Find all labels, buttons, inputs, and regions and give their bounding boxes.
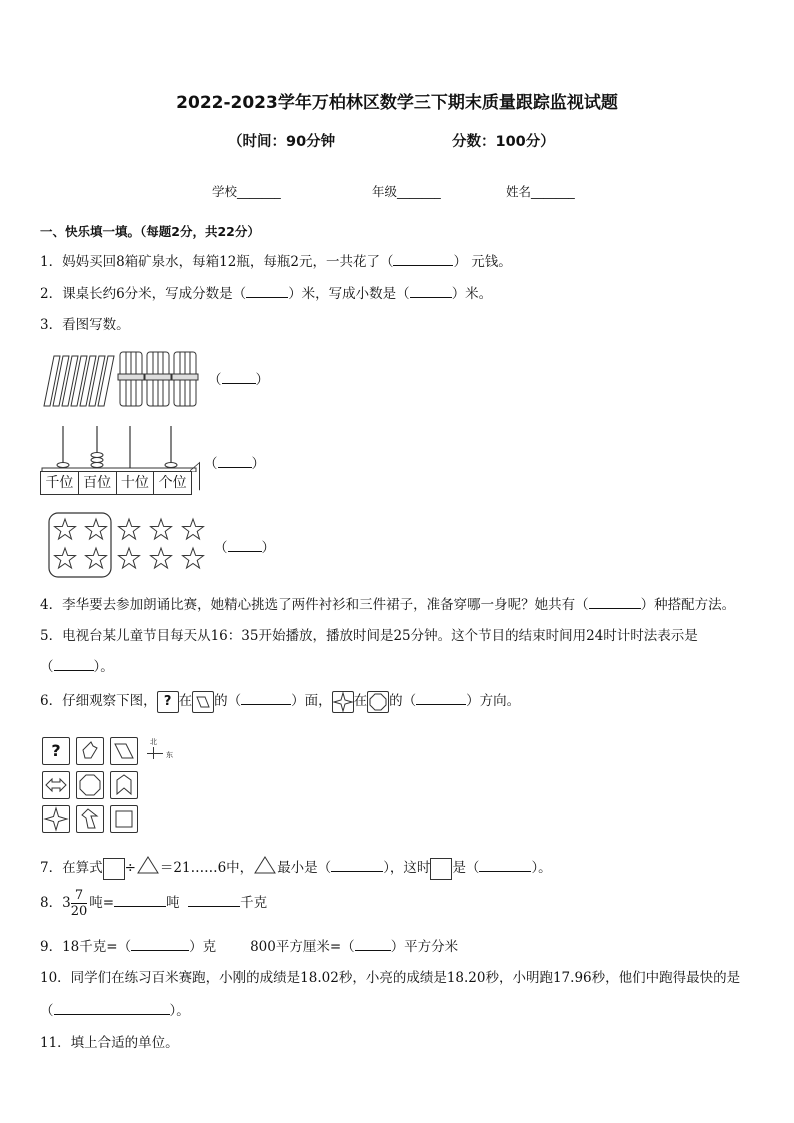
q6-a: 6．仔细观察下图， <box>40 693 157 709</box>
score-label: 分数：100分） <box>452 134 555 150</box>
star-icon <box>183 548 204 568</box>
q2-c: ）米。 <box>451 286 493 302</box>
abacus-label-tens: 十位 <box>117 472 155 494</box>
paren-open: （ <box>208 372 222 388</box>
q10-end: ）。 <box>169 1003 190 1019</box>
time-label: （时间：90分钟 <box>228 134 336 150</box>
question-10-line-2 <box>40 999 190 1019</box>
abacus-bead <box>91 458 103 463</box>
q6-blank-1[interactable] <box>241 692 291 705</box>
question-10-line-1: 10．同学们在练习百米赛跑，小刚的成绩是18.02秒，小亮的成绩是18.20秒，小明跑17.96秒，他们中跑得最快的是 <box>40 970 741 986</box>
q8-blank-1[interactable] <box>114 894 166 907</box>
star-icon <box>86 519 107 539</box>
star-icon <box>151 548 172 568</box>
q7-blank-1[interactable] <box>331 859 383 872</box>
triangle-icon <box>136 855 160 882</box>
q6-e: 在 <box>353 693 368 709</box>
q7-g: ）。 <box>531 860 552 876</box>
q6-d: ）面， <box>291 693 332 709</box>
q7-a: 7．在算式 <box>40 860 103 876</box>
paren-open: （ <box>214 540 228 556</box>
stick-bundle <box>145 352 171 406</box>
q9-blank-2[interactable] <box>355 938 391 951</box>
question-5-line-2 <box>40 655 114 675</box>
arrow-shape-icon <box>76 805 104 833</box>
page-title: 2022-2023学年万柏林区数学三下期末质量跟踪监视试题 <box>176 93 618 113</box>
question-6 <box>40 690 520 713</box>
square-box-icon <box>103 858 125 880</box>
abacus-label-hundreds: 百位 <box>79 472 117 494</box>
q9-blank-1[interactable] <box>131 938 189 951</box>
star-icon <box>119 519 140 539</box>
q3-answer-1 <box>208 368 269 388</box>
q9-d: ）平方分米 <box>390 939 459 955</box>
octagon-icon <box>76 771 104 799</box>
q7-blank-2[interactable] <box>479 859 531 872</box>
compass-east: 东 <box>166 751 173 759</box>
q3-blank-1[interactable] <box>222 371 256 384</box>
q9-b: ）克 <box>189 939 217 955</box>
fraction-numerator: 7 <box>71 888 88 904</box>
q7-b: ÷ <box>124 860 136 876</box>
q4-blank[interactable] <box>589 596 641 609</box>
compass-icon <box>144 738 174 764</box>
q8-blank-2[interactable] <box>188 894 240 907</box>
stars-figure <box>46 510 212 580</box>
q9-a: 9．18千克=（ <box>40 939 132 955</box>
q9-c: 800平方厘米=（ <box>250 939 355 955</box>
q4-text: 4．李华要去参加朗诵比赛，她精心挑选了两件衬衫和三件裙子，准备穿哪一身呢？她共有（ <box>40 597 589 613</box>
question-4 <box>40 593 735 613</box>
q7-f: 是（ <box>452 860 480 876</box>
q2-blank-2[interactable] <box>410 285 452 298</box>
house-shape-icon <box>110 771 138 799</box>
q7-c: ＝21……6中， <box>159 860 254 876</box>
star-icon <box>55 548 76 568</box>
abacus-side <box>190 462 200 498</box>
q4-end: ）种搭配方法。 <box>640 597 736 613</box>
star-icon <box>55 519 76 539</box>
question-mark-icon: ? <box>42 737 70 765</box>
square-box-icon <box>430 858 452 880</box>
paren-close: ） <box>255 372 269 388</box>
q8-d: 千克 <box>240 895 268 911</box>
star-icon <box>86 548 107 568</box>
q3-answer-3 <box>214 536 275 556</box>
paren-close: ） <box>261 540 275 556</box>
star-icon <box>119 548 140 568</box>
q8-b: 吨= <box>89 895 115 911</box>
question-9 <box>40 935 458 955</box>
school-field: 学校_______ <box>212 184 281 199</box>
name-field: 姓名_______ <box>506 184 575 199</box>
section-heading: 一、快乐填一填。（每题2分，共22分） <box>40 224 260 239</box>
paren-open: （ <box>40 1003 54 1019</box>
question-2 <box>40 282 492 302</box>
stick-bundle <box>172 352 198 406</box>
q2-blank-1[interactable] <box>246 285 288 298</box>
abacus-bead <box>57 463 69 468</box>
square-icon <box>110 805 138 833</box>
fraction-denominator: 20 <box>70 904 88 919</box>
question-mark-icon: ? <box>157 691 179 713</box>
q2-b: ）米，写成小数是（ <box>288 286 410 302</box>
q1-end: ） 元钱。 <box>453 254 512 270</box>
q6-g: ）方向。 <box>466 693 521 709</box>
q1-text: 1．妈妈买回8箱矿泉水，每箱12瓶，每瓶2元，一共花了（ <box>40 254 394 270</box>
grade-field: 年级_______ <box>372 184 441 199</box>
q8-a: 8．3 <box>40 895 71 911</box>
q8-c: 吨 <box>166 895 180 911</box>
q7-d: 最小是（ <box>277 860 332 876</box>
double-arrow-icon <box>42 771 70 799</box>
q6-c: 的（ <box>214 693 242 709</box>
compass-north: 北 <box>150 738 157 746</box>
abacus-bead <box>165 463 177 468</box>
q2-a: 2．课桌长约6分米，写成分数是（ <box>40 286 247 302</box>
abacus-bead <box>91 453 103 458</box>
abacus-label-row <box>40 471 192 495</box>
stick-bundle <box>118 352 144 406</box>
octagon-icon <box>367 691 389 713</box>
parallelogram-icon <box>192 691 214 713</box>
paren-close: ） <box>251 456 265 472</box>
q6-f: 的（ <box>389 693 417 709</box>
abacus-bead <box>91 463 103 468</box>
question-1 <box>40 250 512 270</box>
four-point-star-icon <box>332 691 354 713</box>
q3-answer-2 <box>204 452 265 472</box>
q1-blank[interactable] <box>393 253 453 266</box>
q6-b: 在 <box>178 693 193 709</box>
triangle-icon <box>253 855 277 882</box>
parallelogram-icon <box>110 737 138 765</box>
star-icon <box>183 519 204 539</box>
paren-open: （ <box>40 659 54 675</box>
question-11: 11．填上合适的单位。 <box>40 1035 179 1051</box>
paren-open: （ <box>204 456 218 472</box>
flag-shape-icon <box>76 737 104 765</box>
q7-e: ），这时 <box>383 860 431 876</box>
q3-blank-2[interactable] <box>218 455 252 468</box>
q6-blank-2[interactable] <box>416 692 466 705</box>
fraction <box>71 888 88 919</box>
q5-blank[interactable] <box>54 658 94 671</box>
star-icon <box>151 519 172 539</box>
question-7 <box>40 855 552 882</box>
question-5-line-1: 5．电视台某儿童节目每天从16：35开始播放，播放时间是25分钟。这个节目的结束时间用24时计时法表示是 <box>40 628 698 644</box>
question-3: 3．看图写数。 <box>40 317 130 333</box>
four-point-star-icon <box>42 805 70 833</box>
q5-end: ）。 <box>93 659 114 675</box>
question-8 <box>40 888 267 919</box>
sticks-bundles-figure <box>36 344 208 412</box>
abacus-figure <box>40 422 200 472</box>
q3-blank-3[interactable] <box>228 539 262 552</box>
abacus-label-ones: 个位 <box>158 475 187 491</box>
q10-blank[interactable] <box>54 1002 170 1015</box>
abacus-label-thousands: 千位 <box>41 472 79 494</box>
